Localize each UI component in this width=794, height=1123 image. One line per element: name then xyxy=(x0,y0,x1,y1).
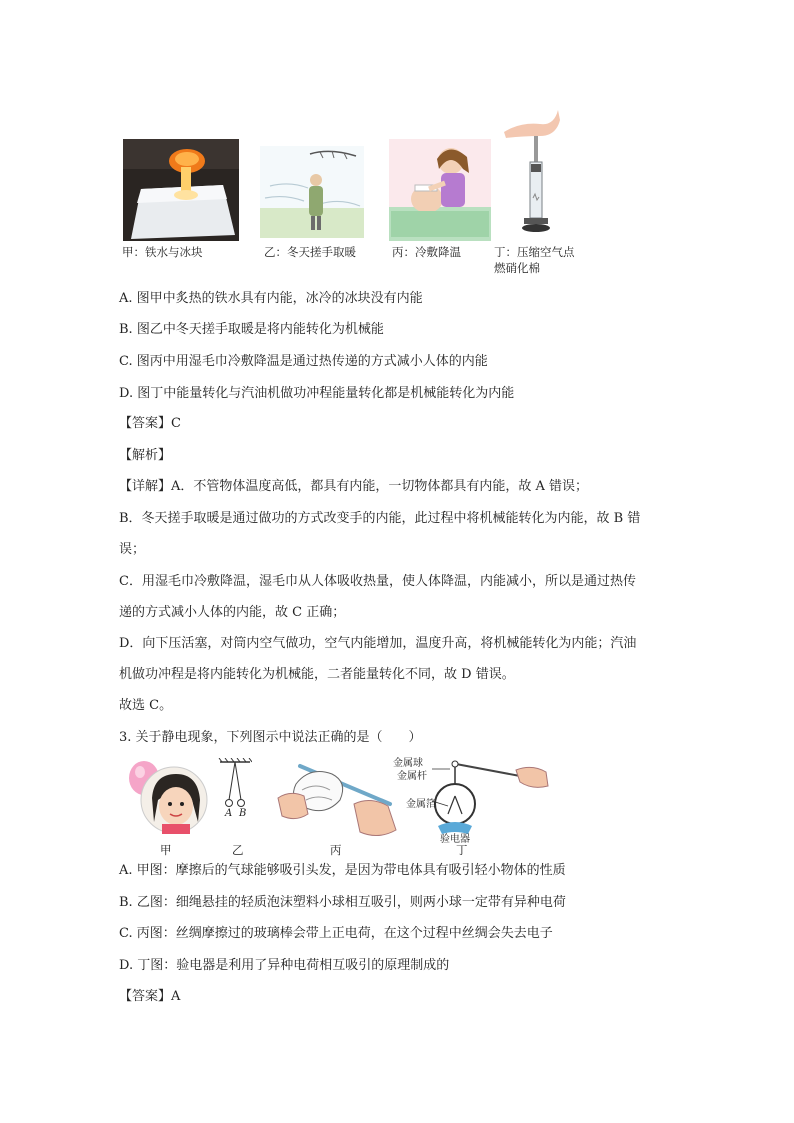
detail-label: 【详解】 xyxy=(119,479,172,494)
figure-cold-compress xyxy=(389,139,491,241)
caption-yi: 乙：冬天搓手取暖 xyxy=(264,245,356,259)
label-electroscope: 验电器 xyxy=(440,834,470,845)
q2-option-d: D. 图丁中能量转化与汽油机做功冲程能量转化都是机械能转化为内能 xyxy=(119,386,515,401)
caption-ding-line1: 丁：压缩空气点 xyxy=(494,245,575,259)
figure-iron-and-ice xyxy=(123,139,239,241)
q2-option-b: B. 图乙中冬天搓手取暖是将内能转化为机械能 xyxy=(119,322,384,337)
caption-jia: 甲：铁水与冰块 xyxy=(122,245,203,259)
figure-hanging-balls xyxy=(218,758,252,820)
answer-value: C xyxy=(171,416,181,431)
answer-label: 【答案】 xyxy=(119,416,172,431)
q3-caption-jia: 甲 xyxy=(160,843,172,857)
label-metal-foil: 金属箔 xyxy=(406,799,436,810)
figure-silk-glass-rod xyxy=(270,760,402,842)
q3-caption-bing: 丙 xyxy=(330,843,342,857)
label-metal-ball: 金属球 xyxy=(393,758,423,769)
q3-caption-yi: 乙 xyxy=(232,843,244,857)
q2-conclusion: 故选 C。 xyxy=(119,698,173,713)
q3-option-a: A. 甲图：摩擦后的气球能够吸引头发，是因为带电体具有吸引轻小物体的性质 xyxy=(119,863,566,878)
answer-value: A xyxy=(171,989,181,1004)
q3-caption-ding: 丁 xyxy=(456,843,468,857)
label-metal-rod: 金属杆 xyxy=(397,771,427,782)
q2-explain-b1: B．冬天搓手取暖是通过做功的方式改变手的内能，此过程中将机械能转化为内能，故 B 错 xyxy=(119,511,641,526)
q2-option-a: A. 图甲中炙热的铁水具有内能，冰冷的冰块没有内能 xyxy=(119,291,423,306)
q3-option-d: D. 丁图：验电器是利用了异种电荷相互吸引的原理制成的 xyxy=(119,958,450,973)
q3-option-c: C. 丙图：丝绸摩擦过的玻璃棒会带上正电荷，在这个过程中丝绸会失去电子 xyxy=(119,926,553,941)
q2-explain-d1: D．向下压活塞，对筒内空气做功，空气内能增加，温度升高，将机械能转化为内能；汽油 xyxy=(119,636,637,651)
q2-answer xyxy=(119,416,181,432)
q2-explain-b2: 误； xyxy=(119,542,146,557)
q2-explain-c1: C．用湿毛巾冷敷降温，湿毛巾从人体吸收热量，使人体降温，内能减小，所以是通过热传 xyxy=(119,574,636,589)
caption-ding-line2: 燃硝化棉 xyxy=(494,261,540,275)
figure-compress-air-tube xyxy=(500,106,562,236)
q3-answer xyxy=(119,989,180,1005)
explain-a-text: A．不管物体温度高低，都具有内能，一切物体都具有内能，故 A 错误； xyxy=(171,479,589,494)
figure-rubbing-hands xyxy=(260,146,364,238)
caption-bing: 丙：冷敷降温 xyxy=(392,245,461,259)
ball-a-label: A xyxy=(225,808,233,819)
q2-option-c: C. 图丙中用湿毛巾冷敷降温是通过热传递的方式减小人体的内能 xyxy=(119,354,488,369)
q3-option-b: B. 乙图：细绳悬挂的轻质泡沫塑料小球相互吸引，则两小球一定带有异种电荷 xyxy=(119,895,566,910)
answer-label: 【答案】 xyxy=(119,989,172,1004)
q3-stem: 3. 关于静电现象，下列图示中说法正确的是（ ） xyxy=(119,730,422,745)
figure-balloon-hair xyxy=(122,760,208,836)
q2-explain-d2: 机做功冲程是将内能转化为机械能，二者能量转化不同，故 D 错误。 xyxy=(119,667,515,682)
q2-explain-a xyxy=(119,479,588,495)
q2-analysis-label: 【解析】 xyxy=(119,448,172,463)
q2-explain-c2: 递的方式减小人体的内能，故 C 正确； xyxy=(119,605,346,620)
ball-b-label: B xyxy=(239,808,247,819)
